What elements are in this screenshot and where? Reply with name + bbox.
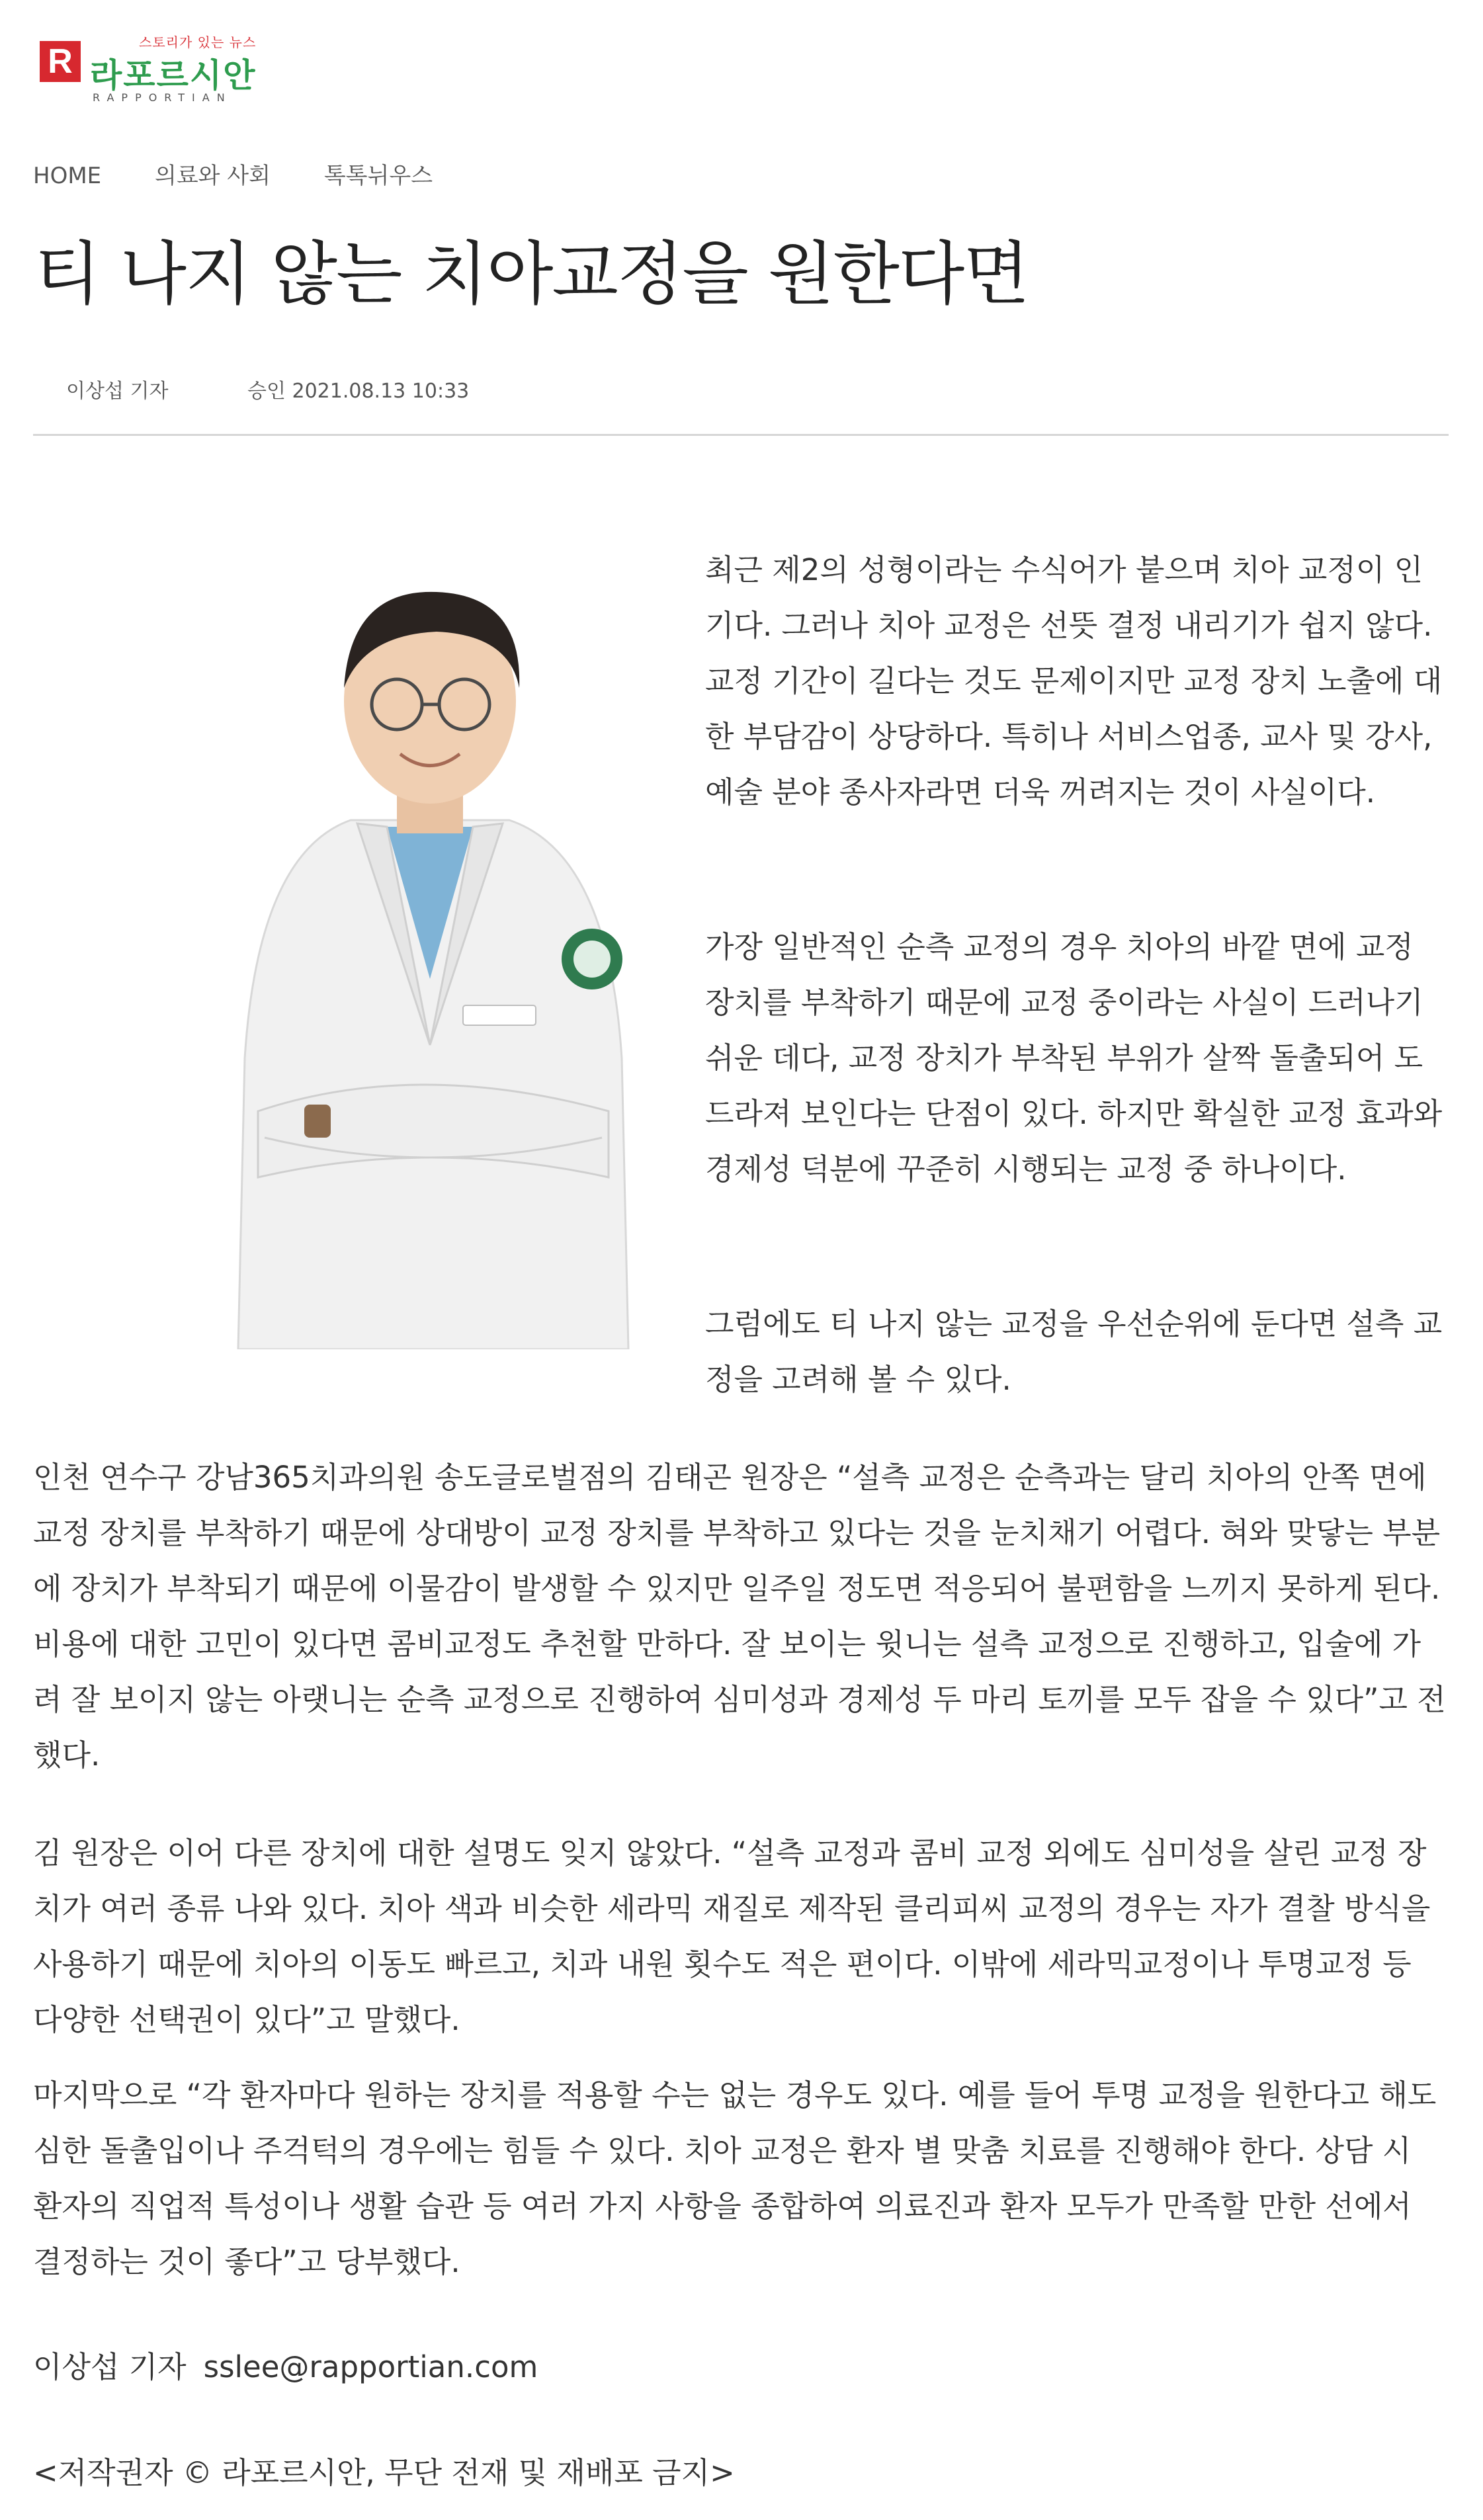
site-logo[interactable] — [40, 26, 278, 104]
header-divider — [33, 434, 1449, 436]
breadcrumb-subsection[interactable]: 톡톡뉘우스 — [323, 163, 433, 189]
byline-name: 이상섭 기자 — [33, 2349, 187, 2384]
breadcrumb-home[interactable]: HOME — [33, 163, 102, 189]
article-title: 티 나지 않는 치아교정을 원한다면 — [34, 233, 1029, 314]
article-paragraph: 가장 일반적인 순측 교정의 경우 치아의 바깥 면에 교정 장치를 부착하기 때문에 교정 중이라는 사실이 드러나기 쉬운 데다, 교정 장치가 부착된 부위가 살짝 돌출되어 도드라져 보인다는 단점이 있다. 하지만 확실한 교정 효과와 경제성 덕분에 꾸준히 시행되는 교정 중 하나이다. — [705, 929, 1443, 1187]
logo-roman: RAPPORTIAN — [93, 91, 232, 104]
doctor-portrait-illustration — [218, 542, 642, 1349]
article-paragraph: 마지막으로 “각 환자마다 원하는 장치를 적용할 수는 없는 경우도 있다. 예를 들어 투명 교정을 원한다고 해도 심한 돌출입이나 주걱턱의 경우에는 힘들 수 있다. 치아 교정은 환자 별 맞춤 치료를 진행해야 한다. 상담 시 환자의 직업적 특성이나 생활 습관 등 여러 가지 사항을 종합하여 의료진과 환자 모두가 만족할 만한 선에서 결정하는 것이 좋다”고 당부했다. — [33, 2078, 1437, 2279]
breadcrumb — [33, 157, 479, 190]
logo-tagline: 스토리가 있는 뉴스 — [139, 34, 257, 50]
article-meta — [66, 374, 542, 403]
article-byline — [33, 2343, 538, 2386]
logo-name: 라포르시안 — [90, 56, 257, 95]
byline-email[interactable]: sslee@rapportian.com — [203, 2349, 538, 2384]
article-paragraph: 최근 제2의 성형이라는 수식어가 붙으며 치아 교정이 인기다. 그러나 치아 교정은 선뜻 결정 내리기가 쉽지 않다. 교정 기간이 길다는 것도 문제이지만 교정 장치 노출에 대한 부담감이 상당하다. 특히나 서비스업종, 교사 및 강사, 예술 분야 종사자라면 더욱 꺼려지는 것이 사실이다. — [705, 552, 1443, 810]
copyright-notice: <저작권자 © 라포르시안, 무단 전재 및 재배포 금지> — [33, 2455, 735, 2490]
approval-date: 승인 2021.08.13 10:33 — [247, 380, 470, 403]
article-paragraph: 그럼에도 티 나지 않는 교정을 우선순위에 둔다면 설측 교정을 고려해 볼 수 있다. — [705, 1306, 1443, 1397]
doctor-photo — [218, 542, 642, 1349]
article-paragraph: 김 원장은 이어 다른 장치에 대한 설명도 잊지 않았다. “설측 교정과 콤비 교정 외에도 심미성을 살린 교정 장치가 여러 종류 나와 있다. 치아 색과 비슷한 세라믹 재질로 제작된 클리피씨 교정의 경우는 자가 결찰 방식을 사용하기 때문에 치아의 이동도 빠르고, 치과 내원 횟수도 적은 편이다. 이밖에 세라믹교정이나 투명교정 등 다양한 선택권이 있다”고 말했다. — [33, 1835, 1431, 2037]
reporter-name[interactable]: 이상섭 기자 — [66, 380, 169, 403]
breadcrumb-section[interactable]: 의료와 사회 — [154, 163, 271, 189]
logo-badge: R — [40, 41, 81, 82]
article-paragraph: 인천 연수구 강남365치과의원 송도글로벌점의 김태곤 원장은 “설측 교정은 순측과는 달리 치아의 안쪽 면에 교정 장치를 부착하기 때문에 상대방이 교정 장치를 부착하고 있다는 것을 눈치채기 어렵다. 혀와 맞닿는 부분에 장치가 부착되기 때문에 이물감이 발생할 수 있지만 일주일 정도면 적응되어 불편함을 느끼지 못하게 된다. 비용에 대한 고민이 있다면 콤비교정도 추천할 만하다. 잘 보이는 윗니는 설측 교정으로 진행하고, 입술에 가려 잘 보이지 않는 아랫니는 순측 교정으로 진행하여 심미성과 경제성 두 마리 토끼를 모두 잡을 수 있다”고 전했다. — [33, 1460, 1446, 1773]
